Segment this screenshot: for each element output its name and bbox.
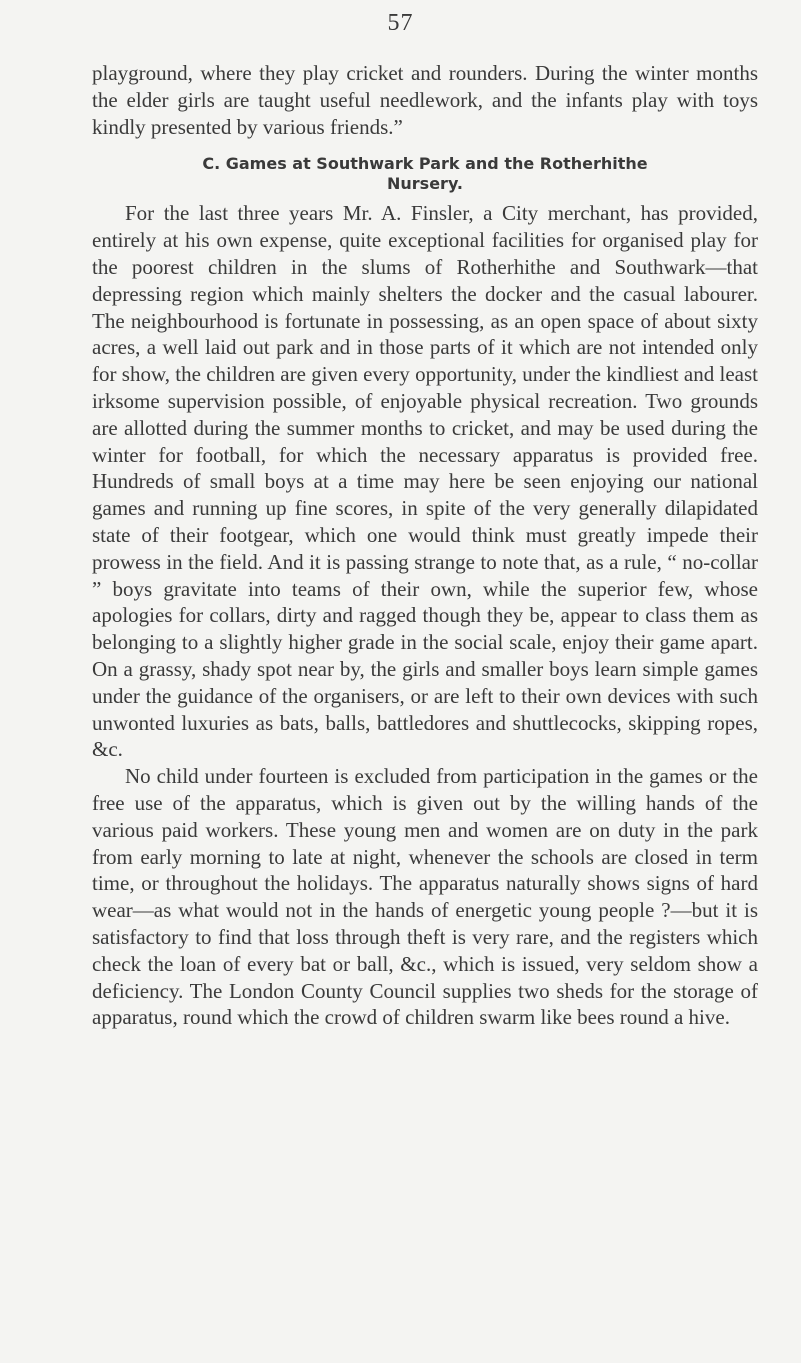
section-heading [92,154,758,194]
section-paragraph-2: No child under fourteen is excluded from participation in the games or the free use of the apparatus, which is given out by the willing hands of the various paid workers. These young men and women are on duty in the park from early morning to late at night, whenever the schools are closed in term time, or throughout the holidays. The apparatus naturally shows signs of hard wear—as what would not in the hands of energetic young people ?—but it is satisfactory to find that loss through theft is very rare, and the registers which check the loan of every bat or ball, &c., which is issued, very seldom show a deficiency. The London County Council supplies two sheds for the storage of apparatus, round which the crowd of children swarm like bees round a hive. [92,764,758,1030]
page-number: 57 [387,10,414,36]
section-heading-line1: C. Games at Southwark Park and the Rotherhithe [202,154,648,174]
intro-paragraph: playground, where they play cricket and rounders. During the winter months the elder girls are taught useful needlework, and the infants play with toys kindly presented by various friends.” [92,61,758,139]
section-paragraph-1: For the last three years Mr. A. Finsler, a City merchant, has provided, entirely at his own expense, quite exceptional facilities for organised play for the poorest children in the slums of Rotherhithe and Southwark—that depressing region which mainly shelters the docker and the casual labourer. The neighbourhood is fortunate in possessing, as an open space of about sixty acres, a well laid out park and in those parts of it which are not intended only for show, the children are given every opportunity, under the kindliest and least irksome supervision possible, of enjoyable physical recreation. Two grounds are allotted during the summer months to cricket, and may be used during the winter for football, for which the necessary apparatus is provided free. Hundreds of small boys at a time may here be seen enjoying our national games and running up fine scores, in spite of the very generally dilapidated state of their footgear, which one would think must greatly impede their prowess in the field. And it is passing strange to note that, as a rule, “ no-collar ” boys gravitate into teams of their own, while the superior few, whose apologies for collars, dirty and ragged though they be, appear to class them as belonging to a slightly higher grade in the social scale, enjoy their game apart. On a grassy, shady spot near by, the girls and smaller boys learn simple games under the guidance of the organisers, or are left to their own devices with such unwonted luxuries as bats, balls, battledores and shuttlecocks, skipping ropes, &c. [92,201,758,762]
section-heading-line2: Nursery. [387,174,463,194]
body-text [92,60,758,1031]
